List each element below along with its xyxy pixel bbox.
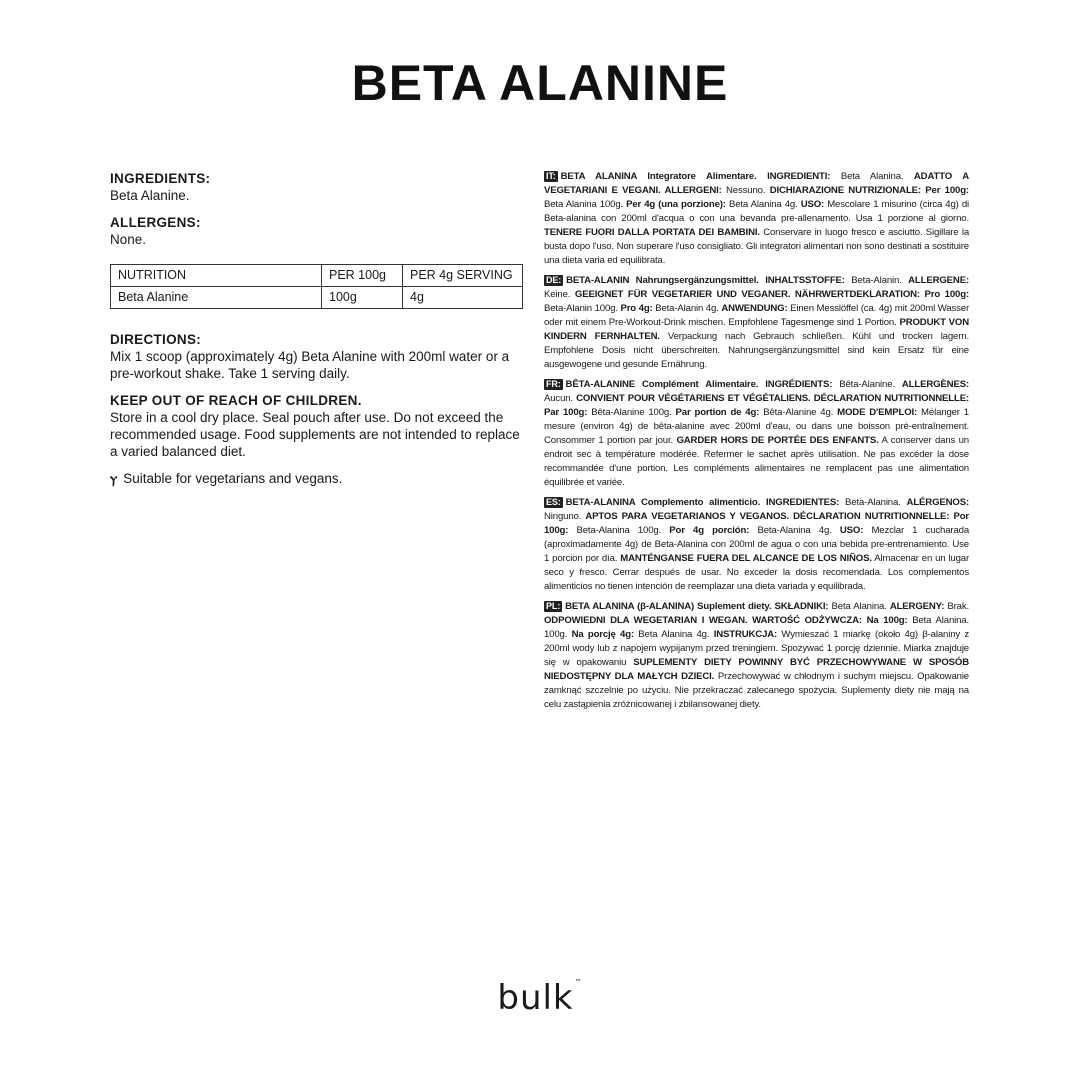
vegan-text: Suitable for vegetarians and vegans. <box>123 471 343 486</box>
translation-text-segment: Beta Alanina 4g. <box>725 199 801 210</box>
translation-bold-segment: INSTRUKCJA: <box>713 629 778 640</box>
nutrient-name-cell: Beta Alanine <box>111 287 322 309</box>
keep-out-section <box>110 392 525 460</box>
translation-bold-segment: MODE D'EMPLOI: <box>837 407 918 418</box>
translation-text-segment: Aucun. <box>544 393 577 404</box>
nutrition-header-cell: NUTRITION <box>111 265 322 287</box>
translation-bold-segment: GARDER HORS DE PORTÉE DES ENFANTS. <box>676 435 879 446</box>
per-100g-header-cell: PER 100g <box>322 265 403 287</box>
translation-text-segment: Beta Alanina. <box>828 601 890 612</box>
nutrition-table-header-row <box>111 265 523 287</box>
storage-text: Store in a cool dry place. Seal pouch after use. Do not exceed the recommended usage. Food supplements are not intended to replace a varied balanced diet. <box>110 410 520 459</box>
translation-bold-segment: Na porcję 4g: <box>571 629 634 640</box>
translation-text-segment: Nessuno. <box>721 185 770 196</box>
translation-bold-segment: CONVIENT POUR VÉGÉTARIENS ET VÉGÉTALIENS. DÉCLARATION NUTRITIONNELLE: Par 100g: <box>544 393 970 418</box>
translation-text-segment: Beta Alanina 4g. <box>634 629 714 640</box>
allergens-text: None. <box>110 232 147 247</box>
translation-text-segment: Mescolare 1 misurino (circa 4g) di Beta-alanina con 200ml d'acqua o con una bevanda pre-allenamento. Usa 1 porzione al giorno. <box>544 199 969 224</box>
translation-bold-segment: ADATTO A VEGETARIANI E VEGANI. ALLERGENI: <box>544 171 970 196</box>
translation-bold-segment: ALLERGENE: <box>908 275 970 286</box>
ingredients-heading: INGREDIENTS: <box>110 171 211 186</box>
translation-text-segment: Brak. <box>944 601 969 612</box>
translation-text-segment: Beta Alanina. 100g. <box>544 615 969 640</box>
translation-text-segment: Bêta-Alanine 4g. <box>759 407 838 418</box>
translation-text-segment: Almacenar en un lugar seco y fresco. Cerrar después de usar. No exceder la dosis recomendada. Los complementos alimenticios no tienen intención de reemplazar una dieta variada y equilibrada. <box>544 553 969 592</box>
translation-text-segment: Przechowywać w chłodnym i suchym miejscu. Opakowanie zamknąć szczelnie po użyciu. Nie przekraczać zalecanego spożycia. Suplementy diety nie mają na celu zastąpienia zróżnicowanej i zbilansowanej diety. <box>544 671 969 710</box>
translation-bold-segment: BETA-ALANIN Nahrungsergänzungsmittel. INHALTSSTOFFE: <box>566 275 845 286</box>
nutrient-per-100g-cell: 100g <box>322 287 403 309</box>
translation-text-segment: Mezclar 1 cucharada (aproximadamente 4g) de Beta-Alanina con 200ml de agua o con una bebida pre-entrenamiento. Use 1 porcion por día. <box>544 525 970 564</box>
translation-text-segment: Conservare in luogo fresco e asciutto. Sigillare la busta dopo l'uso. Non superare l'uso consigliato. Gli integratori alimentari non sono destinati a sostituire una dieta varia ed equilibrata. <box>544 227 970 266</box>
table-row <box>111 287 523 309</box>
translation-bold-segment: TENERE FUORI DALLA PORTATA DEI BAMBINI. <box>544 227 760 238</box>
directions-heading: DIRECTIONS: <box>110 332 202 347</box>
translation-bold-segment: BETA-ALANINA Complemento alimenticio. INGREDIENTES: <box>565 497 840 508</box>
translation-bold-segment: BÊTA-ALANINE Complément Alimentaire. INGRÉDIENTS: <box>565 379 833 390</box>
directions-section <box>110 331 525 382</box>
ingredients-section <box>110 170 525 204</box>
translation-text-segment: Beta-Alanina 100g. <box>568 525 670 536</box>
ingredients-text: Beta Alanine. <box>110 188 190 203</box>
translation-paragraph <box>544 600 969 712</box>
translation-bold-segment: Por 4g porción: <box>669 525 750 536</box>
translation-bold-segment: DICHIARAZIONE NUTRIZIONALE: Per 100g: <box>769 185 969 196</box>
allergens-section <box>110 214 525 248</box>
nutrition-table <box>110 264 523 309</box>
translation-text-segment: Mélanger 1 mesure (environ 4g) de bêta-alanine avec 200ml d'eau, ou dans une boisson pré-entraînement. Consommer 1 portion par jour. <box>544 407 969 446</box>
translation-paragraph <box>544 274 969 372</box>
translation-text-segment: Einen Messlöffel (ca. 4g) mit 200ml Wasser oder mit einem Pre-Workout-Drink mischen. Empfohlene Tagesmenge sind 1 Portion. <box>544 303 970 328</box>
translation-bold-segment: ODPOWIEDNI DLA WEGETARIAN I WEGAN. WARTOŚĆ ODŻYWCZA: Na 100g: <box>544 615 908 626</box>
translation-text-segment: Keine. <box>544 289 575 300</box>
translation-text-segment: Beta Alanina. <box>830 171 914 182</box>
translation-bold-segment: PRODUKT VON KINDERN FERNHALTEN. <box>544 317 969 342</box>
nutrient-per-serving-cell: 4g <box>403 287 523 309</box>
language-tag: DE: <box>546 275 562 285</box>
translation-text-segment: Beta-Alanin 4g. <box>652 303 722 314</box>
translation-paragraph <box>544 170 969 268</box>
translation-paragraph <box>544 378 969 490</box>
translation-bold-segment: BETA ALANINA (β-ALANINA) Suplement diety. SKŁADNIKI: <box>565 601 829 612</box>
translation-bold-segment: Pro 4g: <box>620 303 653 314</box>
keep-out-heading: KEEP OUT OF REACH OF CHILDREN. <box>110 393 362 408</box>
translation-bold-segment: USO: <box>800 199 825 210</box>
translation-bold-segment: Par portion de 4g: <box>675 407 760 418</box>
translation-text-segment: Verpackung nach Gebrauch schließen. Kühl und trocken lagern. Empfohlene Dosis nicht überschreiten. Nahrungsergänzungsmittel sind kein Ersatz für eine ausgewogene und gesunde Ernährung. <box>544 331 969 370</box>
bulk-logo <box>0 978 1080 1018</box>
translation-bold-segment: GEEIGNET FÜR VEGETARIER UND VEGANER. NÄHRWERTDEKLARATION: Pro 100g: <box>574 289 969 300</box>
translation-bold-segment: ALÉRGENOS: <box>906 497 970 508</box>
translation-text-segment: Beta-Alanin. <box>844 275 909 286</box>
translation-text-segment: Bêta-Alanine. <box>832 379 902 390</box>
translation-bold-segment: USO: <box>839 525 864 536</box>
language-tag: ES: <box>546 497 561 507</box>
translation-text-segment: Beta-Alanina 4g. <box>749 525 840 536</box>
vegan-icon: ⲩ <box>110 470 118 486</box>
translation-bold-segment: ALLERGÈNES: <box>901 379 969 390</box>
vegan-suitability-note <box>110 470 525 487</box>
translation-text-segment: Beta-Alanina. <box>839 497 907 508</box>
translation-text-segment: Ninguno. <box>544 511 586 522</box>
translation-bold-segment: MANTÉNGANSE FUERA DEL ALCANCE DE LOS NIÑOS. <box>620 553 872 564</box>
translation-text-segment: Wymieszać 1 miarkę (około 4g) β-alaniny z 200ml wody lub z napojem wypijanym przed treningiem. Spożywać 1 porcję dziennie. Miarka znajduje się w opakowaniu <box>544 629 969 668</box>
translation-bold-segment: SUPLEMENTY DIETY POWINNY BYĆ PRZECHOWYWANE W SPOSÓB NIEDOSTĘPNY DLA MAŁYCH DZIECI. <box>544 657 969 682</box>
product-title: BETA ALANINE <box>351 55 729 111</box>
translation-paragraph <box>544 496 969 594</box>
translation-bold-segment: BETA ALANINA Integratore Alimentare. INGREDIENTI: <box>560 171 831 182</box>
translation-text-segment: Beta Alanina 100g. <box>544 199 627 210</box>
language-tag: PL: <box>546 601 561 611</box>
translation-text-segment: Beta-Alanin 100g. <box>544 303 621 314</box>
translation-text-segment: A conserver dans un endroit sec à température modérée. Refermer le sachet après utilisation. Ne pas excéder la dose recommandée d'une portion. Les compléments alimentaires ne remplacent pas une alimentation équilibrée et variée. <box>544 435 969 488</box>
language-tag: IT: <box>546 171 556 181</box>
directions-text: Mix 1 scoop (approximately 4g) Beta Alanine with 200ml water or a pre-workout shake. Take 1 serving daily. <box>110 349 510 381</box>
allergens-heading: ALLERGENS: <box>110 215 201 230</box>
translations-column <box>544 170 969 718</box>
logo-text: bulk <box>497 978 574 1018</box>
language-tag: FR: <box>546 379 561 389</box>
translation-bold-segment: ANWENDUNG: <box>721 303 788 314</box>
english-label-column <box>110 170 525 487</box>
trademark-mark: ™ <box>574 978 583 986</box>
translation-bold-segment: ALERGENY: <box>889 601 945 612</box>
per-serving-header-cell: PER 4g SERVING <box>403 265 523 287</box>
translation-text-segment: Bêta-Alanine 100g. <box>587 407 676 418</box>
translation-bold-segment: APTOS PARA VEGETARIANOS Y VEGANOS. DÉCLARATION NUTRITIONNELLE: Por 100g: <box>544 511 969 536</box>
translation-bold-segment: Per 4g (una porzione): <box>626 199 726 210</box>
